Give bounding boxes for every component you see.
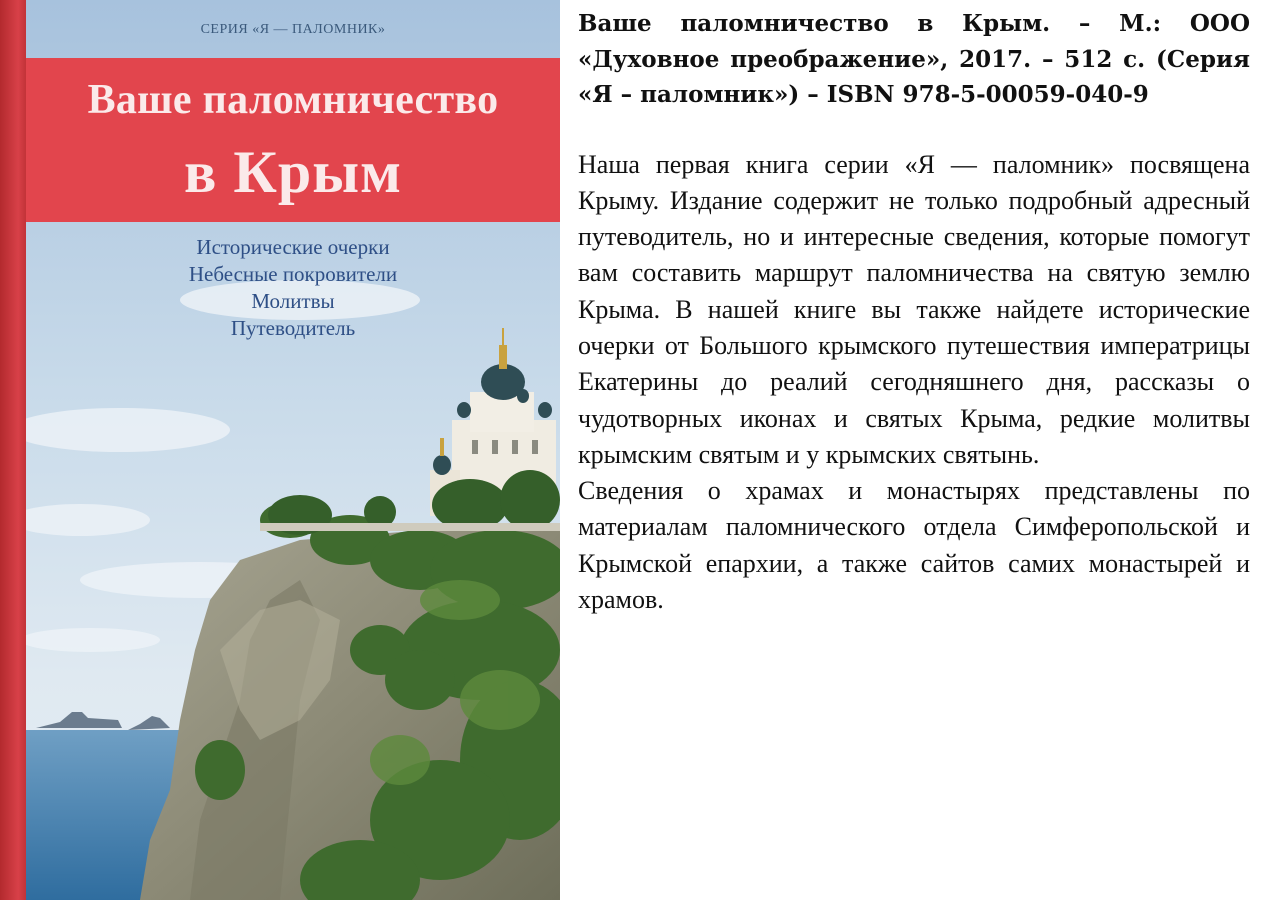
cover-subtitle: Исторические очерки xyxy=(196,235,390,259)
description-paragraph: Наша первая книга серии «Я — паломник» посвящена Крыму. Издание содержит не только подробный адресный путеводитель, но и интересные сведения, которые помогут вам составить маршрут паломничества на святую землю Крыма. В нашей книге вы также найдете исторические очерки от Большого крымского путешествия императрицы Екатерины до реалий сегодняшнего дня, рассказы о чудотворных иконах и святых Крыма, редкие молитвы крымским святым и у крымских святынь. xyxy=(578,149,1250,469)
description-paragraph: Сведения о храмах и монастырях представлены по материалам паломнического отдела Симферопольской и Крымской епархии, а также сайтов самих монастырей и храмов. xyxy=(578,476,1250,615)
bibliographic-citation: Ваше паломничество в Крым. – М.: ООО «Духовное преображение», 2017. – 512 с. (Серия «Я – паломник») – ISBN 978-5-00059-040-9 xyxy=(578,10,1250,108)
cover-spine xyxy=(0,0,26,900)
book-description xyxy=(578,147,1250,619)
cover-subtitle-list xyxy=(26,234,560,342)
cover-subtitle: Путеводитель xyxy=(230,316,356,340)
cover-title-line1: Ваше паломничество xyxy=(87,77,499,123)
book-description-column xyxy=(578,6,1250,618)
book-cover xyxy=(0,0,560,900)
cover-title-band xyxy=(26,58,560,222)
cover-subtitle: Молитвы xyxy=(251,289,335,313)
cover-title-line2: в Крым xyxy=(184,139,402,205)
cover-series-label: СЕРИЯ «Я — ПАЛОМНИК» xyxy=(200,22,386,37)
cover-subtitle: Небесные покровители xyxy=(188,262,398,286)
